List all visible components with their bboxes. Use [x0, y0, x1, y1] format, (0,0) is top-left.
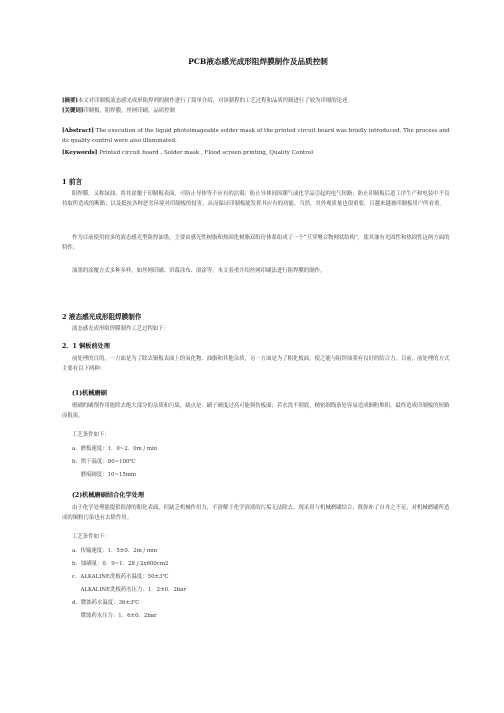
- abstract-en: [62, 126, 454, 147]
- abstract-en-label: [Abstract]: [62, 128, 94, 134]
- section-1-paragraph-3: 油墨的涂覆方式多种多样，如丝网印刷、帘幕涂布、滚涂等。本文着重介绍丝网印刷法进行阻焊膜的制作。: [72, 268, 326, 274]
- method-1-heading: (1)机械磨刷: [72, 390, 107, 397]
- keywords-text: 印制板，阻焊膜，丝网印刷，品质控制: [83, 108, 175, 115]
- method-2-condition: ALKALINE洗板药水压力：1．2±0．2bar: [72, 587, 187, 593]
- keywords-label: [关键词]: [62, 108, 84, 115]
- section-2-intro: 液态感光成形阻焊膜制作工艺过程如下：: [72, 326, 170, 332]
- abstract-en-text: The execution of the liquid photoimageable solder mask of the printed circuit board was briefly introduced. The process and its quality control were also illuminated.: [62, 128, 450, 145]
- section-1-paragraph-2: 作为目前使用较多的液态感光型阻焊油墨，主要由感光性树脂和热固化树脂双组份体系组成了一个“互穿聚合物网状结构”，使其兼有光固性和热固性这两方面的特性。: [62, 235, 450, 252]
- method-1-conditions-label: 工艺条件如下：: [72, 432, 110, 438]
- method-1-condition: 磨痕阔度：10~15mm: [72, 472, 136, 478]
- section-1-heading: 1 前言: [62, 178, 83, 186]
- method-1-condition: b．烘干温度：80~100℃: [72, 459, 136, 465]
- method-2-paragraph: 由于化学处理能提供很薄的粗化表面，但缺乏机械作用力，不溶解于化学溶液的污垢无法除去。现采用与机械磨刷结合，既弥补了自身之不足，对机械磨刷所造成的铜粉污染也有去除作用。: [62, 505, 450, 522]
- abstract: [62, 96, 454, 117]
- section-1-paragraph-1: 阻焊膜，又称绿油，将其涂覆于印制板表面，可防止导体等不应有的沾锡；防止导体间因潮气或化学品引起的电气短路；防止印制板后道工序生产和电装中不良持取所造成的断路；以及抵抗各种恶劣环境对印制板的侵害，从而保证印制板能发挥其应有的功能。当然，其外观质量也很重要，且越来越被印制板用户所看重。: [62, 191, 450, 208]
- method-2-condition: d．微蚀药水温度：36±3℃: [72, 600, 140, 606]
- keywords-en-label: [Keywords]: [62, 150, 98, 156]
- section-2-heading: 2 液态感光成形阻焊膜制作: [62, 313, 142, 321]
- abstract-label: [摘要]: [62, 98, 78, 104]
- keywords-en: [62, 148, 454, 158]
- method-1-condition: a．磨板速度：1．0~2．0m / min: [72, 446, 158, 452]
- keywords-en-text: Printed circuit board , Solder mask , Flood screen printing, Quality Control: [97, 150, 313, 156]
- method-2-conditions-label: 工艺条件如下：: [72, 534, 110, 540]
- method-2-heading: (2)机械磨刷结合化学处理: [72, 492, 145, 499]
- method-1-paragraph: 磨刷的刷削作用能除去绝大部分的杂质和污染，缺点是：刷子硬度过高可能损伤板面；若水洗不彻底，精密细线条处容易造成铜粉堆积，最终造成印制板的短路而报废。: [62, 403, 450, 420]
- section-2-1-paragraph: 前处理的目的，一方面是为了除去铜板表面上的氧化物、油脂和其他杂质，另一方面是为了粗化板面，使之能与阻焊油墨有良好的结合力。目前，前处理的方式主要有以下两种：: [62, 356, 450, 373]
- section-2-1-heading: 2．1 铜板前处理: [62, 343, 110, 350]
- method-2-condition: b．蚀刷量：0．9~1．28 / 2x600cm2: [72, 561, 169, 567]
- method-2-condition: a．传输速度：1．5±0．2m / min: [72, 548, 158, 554]
- method-2-condition: 微蚀药水压力：1．6±0．2bar: [72, 613, 157, 619]
- abstract-text: 本文对印制板液态感光成形阻焊剂的制作进行了简单介绍，对该制程的工艺过程和品质控制进行了较为详细的论述。: [77, 98, 353, 104]
- page-title: PCB液态感光成形阻焊膜制作及品质控制: [188, 57, 328, 66]
- method-2-condition: c．ALKALINE洗板药水温度：50±3℃: [72, 574, 169, 580]
